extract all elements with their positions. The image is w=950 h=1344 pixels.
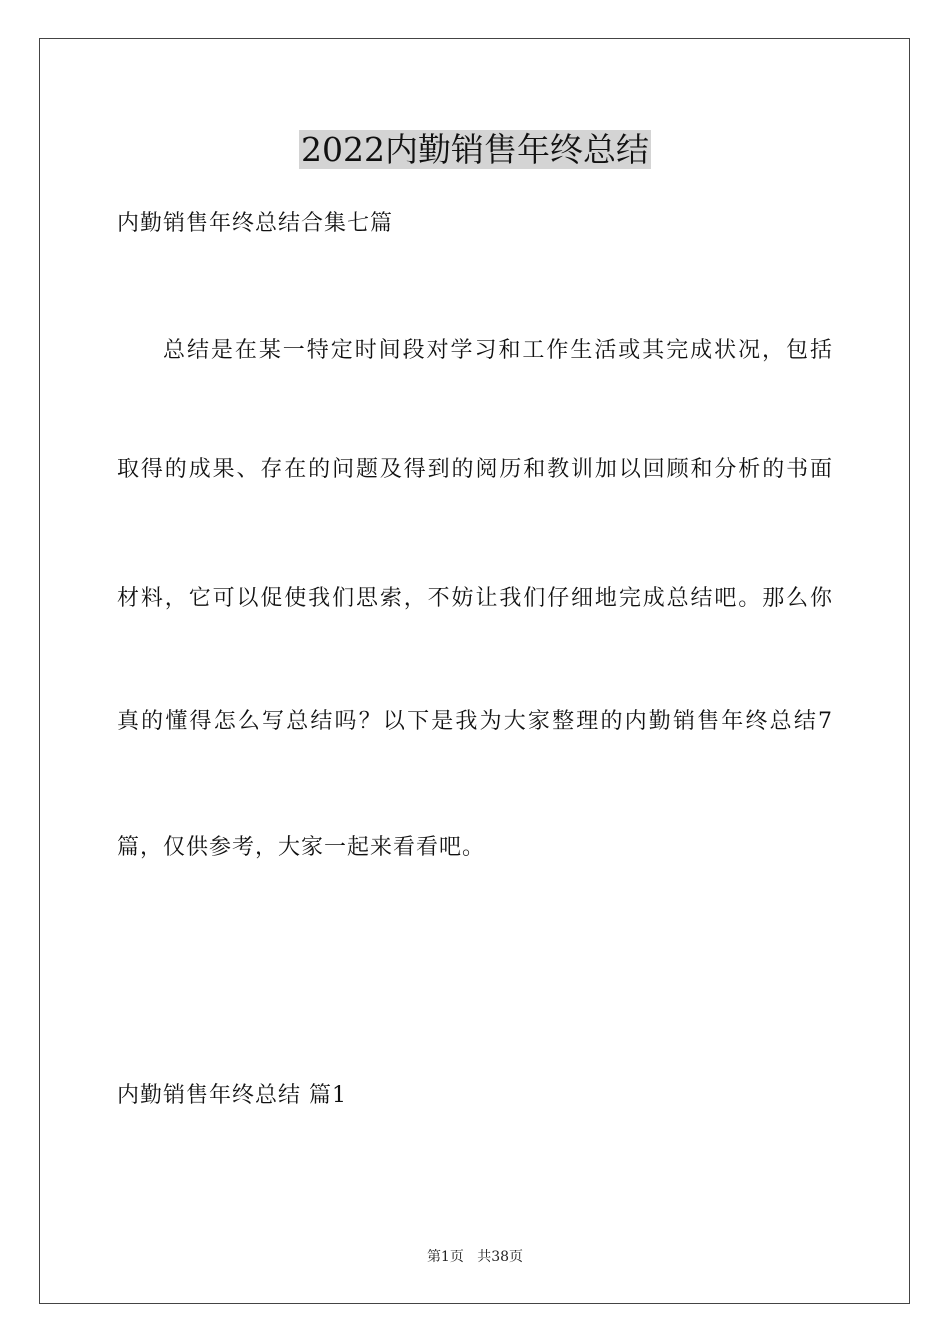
intro-paragraph-line: 取得的成果、存在的问题及得到的阅历和教训加以回顾和分析的书面 [117, 457, 833, 482]
page-footer [0, 1247, 950, 1267]
document-title [0, 128, 950, 172]
page-total: 共38页 [477, 1249, 524, 1265]
intro-paragraph-line: 材料，它可以促使我们思索，不妨让我们仔细地完成总结吧。那么你 [117, 586, 833, 611]
intro-paragraph-line: 篇，仅供参考，大家一起来看看吧。 [117, 835, 486, 860]
intro-paragraph-line: 总结是在某一特定时间段对学习和工作生活或其完成状况，包括 [163, 338, 833, 363]
document-subtitle: 内勤销售年终总结合集七篇 [117, 211, 394, 236]
section-heading: 内勤销售年终总结 篇1 [117, 1083, 347, 1108]
document-title-text: 2022内勤销售年终总结 [301, 130, 649, 169]
page-number: 第1页 [426, 1249, 464, 1265]
intro-paragraph-line: 真的懂得怎么写总结吗？以下是我为大家整理的内勤销售年终总结7 [117, 709, 833, 734]
